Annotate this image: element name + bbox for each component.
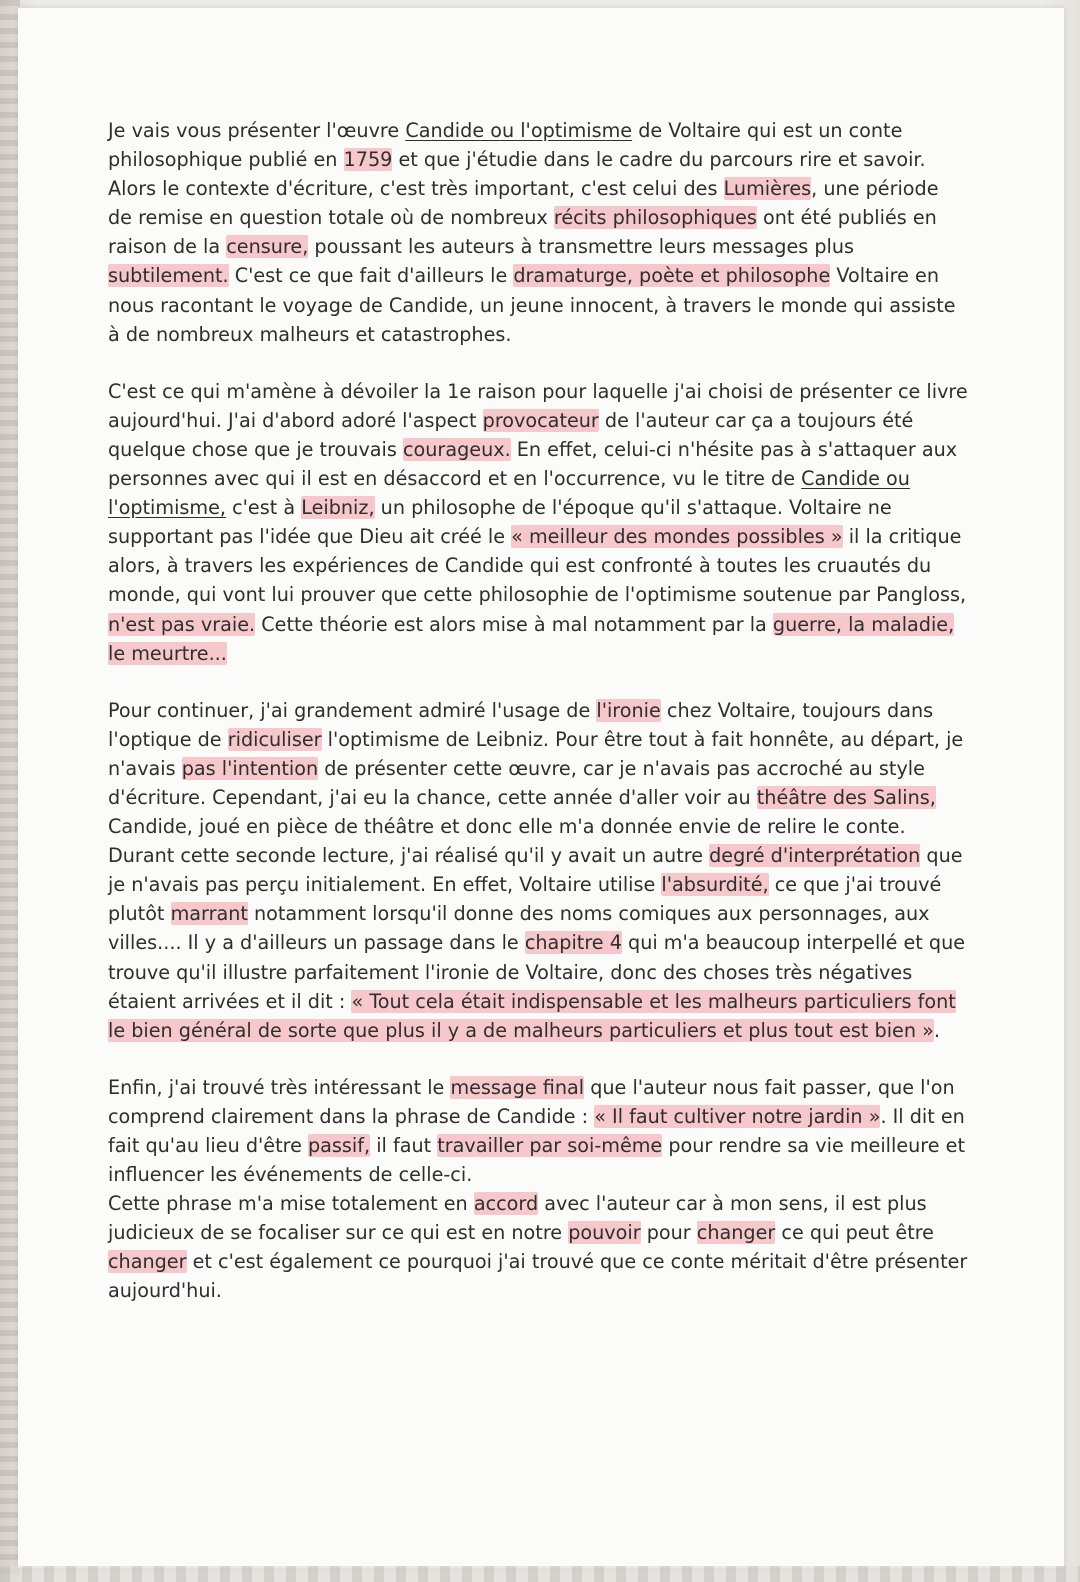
text-segment: C'est ce que fait d'ailleurs le [228, 264, 514, 288]
highlighted-text: travailler par soi-même [437, 1134, 663, 1157]
binder-spine [0, 0, 20, 1582]
text-segment: Cette phrase m'a mise totalement en [108, 1192, 474, 1216]
highlighted-text: guerre, la maladie, le meurtre... [108, 612, 955, 665]
text-segment: Candide, joué en pièce de théâtre et donc elle m'a donnée envie de relire le conte. Durant cette seconde lecture, j'ai réalisé qu'il y avait un autre [108, 815, 906, 868]
text-segment: . [933, 1018, 940, 1042]
text-segment: c'est à [226, 496, 302, 520]
text-segment: chez Voltaire, toujours dans l'optique de [108, 698, 934, 751]
text-segment: il la critique alors, à travers les expériences de Candide qui est confronté à toutes les cruautés du monde, qui vont lui prouver que cette philosophie de l'optimisme soutenue par Pangloss, [108, 525, 967, 607]
text-segment: ont été publiés en raison de la [108, 206, 937, 259]
text-segment: ce que j'ai trouvé plutôt [108, 873, 942, 926]
highlighted-text: marrant [170, 902, 248, 926]
highlighted-text: dramaturge, poète et philosophe [513, 264, 831, 288]
text-segment: et que j'étudie dans le cadre du parcours rire et savoir. Alors le contexte d'écriture, c'est très important, c'est celui des [108, 148, 926, 201]
text-segment: un philosophe de l'époque qu'il s'attaque. Voltaire ne supportant pas l'idée que Dieu ait créé le [108, 496, 892, 549]
highlighted-text: Lumières [723, 177, 812, 201]
document-body [108, 116, 968, 1306]
highlighted-text: récits philosophiques [553, 206, 757, 230]
text-segment: Enfin, j'ai trouvé très intéressant le [108, 1075, 451, 1099]
paragraph-reason-2 [108, 696, 968, 1045]
highlighted-text: passif, [307, 1134, 371, 1157]
text-segment: poussant les auteurs à transmettre leurs messages plus [308, 235, 855, 259]
text-segment: . Il dit en fait qu'au lieu d'être [108, 1104, 965, 1157]
text-segment: de présenter cette œuvre, car je n'avais pas accroché au style d'écriture. Cependant, j'ai eu la chance, cette année d'aller voir au [108, 756, 925, 809]
highlighted-text: l'ironie [596, 698, 661, 722]
highlighted-text: changer [108, 1250, 187, 1274]
highlighted-text: courageux. [402, 437, 511, 461]
text-segment: l'optimisme de Leibniz. Pour être tout à fait honnête, au départ, je n'avais [108, 727, 964, 780]
text-segment: En effet, celui-ci n'hésite pas à s'attaquer aux personnes avec qui il est en désaccord et en l'occurrence, vu le titre de [108, 437, 958, 491]
highlighted-text: chapitre 4 [524, 931, 622, 955]
highlighted-text: changer [696, 1221, 776, 1245]
highlighted-text: « Tout cela était indispensable et les malheurs particuliers font le bien général de sorte que plus il y a de malheurs particuliers et plus tout est bien » [108, 989, 956, 1042]
highlighted-text: pouvoir [568, 1221, 641, 1245]
underlined-title: Candide ou l'optimisme [405, 119, 633, 142]
highlighted-text: l'absurdité, [661, 873, 769, 897]
text-segment: pour rendre sa vie meilleure et influencer les événements de celle-ci. [108, 1134, 965, 1187]
text-segment: il faut [370, 1134, 438, 1157]
highlighted-text: degré d'interprétation [709, 844, 921, 868]
highlighted-text: « meilleur des mondes possibles » [511, 525, 843, 549]
underlined-title: Candide ou l'optimisme, [108, 467, 910, 520]
text-segment: notamment lorsqu'il donne des noms comiques aux personnages, aux villes.... Il y a d'ailleurs un passage dans le [108, 902, 930, 955]
text-segment: qui m'a beaucoup interpellé et que trouve qu'il illustre parfaitement l'ironie de Voltaire, donc des choses très négatives étaient arrivées et il dit : [108, 931, 966, 1013]
highlighted-text: ridiculiser [227, 727, 322, 751]
text-segment: , une période de remise en question totale où de nombreux [108, 177, 939, 230]
highlighted-text: subtilement. [108, 264, 229, 288]
text-segment: avec l'auteur car à mon sens, il est plus judicieux de se focaliser sur ce qui est en notre [108, 1192, 927, 1245]
highlighted-text: accord [473, 1192, 539, 1216]
text-segment: de l'auteur car ça a toujours été quelque chose que je trouvais [108, 408, 914, 461]
paragraph-reason-3 [108, 1073, 968, 1189]
highlighted-text: censure, [226, 235, 309, 259]
text-segment: Je vais vous présenter l'œuvre [108, 119, 406, 142]
highlighted-text: « Il faut cultiver notre jardin » [594, 1104, 881, 1128]
text-segment: que l'auteur nous fait passer, que l'on comprend clairement dans la phrase de Candide : [108, 1075, 955, 1128]
highlighted-text: n'est pas vraie. [108, 612, 256, 636]
highlighted-text: pas l'intention [181, 756, 319, 780]
text-segment: Pour continuer, j'ai grandement admiré l'usage de [108, 698, 597, 722]
highlighted-text: 1759 [343, 148, 393, 172]
highlighted-text: Leibniz, [301, 496, 375, 520]
text-segment: pour [640, 1221, 697, 1245]
text-segment: Voltaire en nous racontant le voyage de Candide, un jeune innocent, à travers le monde qui assiste à de nombreux malheurs et catastrophes. [108, 264, 956, 346]
highlighted-text: message final [450, 1075, 585, 1099]
text-segment: et c'est également ce pourquoi j'ai trouvé que ce conte méritait d'être présenter aujourd'hui. [108, 1250, 968, 1303]
highlighted-text: théâtre des Salins, [756, 785, 936, 809]
paragraph-intro [108, 116, 968, 349]
text-segment: C'est ce qui m'amène à dévoiler la 1e raison pour laquelle j'ai choisi de présenter ce livre aujourd'hui. J'ai d'abord adoré l'aspect [108, 379, 968, 432]
text-segment: ce qui peut être [775, 1221, 934, 1245]
highlighted-text: provocateur [482, 408, 599, 432]
paragraph-conclusion [108, 1189, 968, 1305]
binder-bottom-edge [0, 1566, 1080, 1582]
text-segment: de Voltaire qui est un conte philosophique publié en [108, 119, 903, 172]
text-segment: que je n'avais pas perçu initialement. En effet, Voltaire utilise [108, 844, 963, 897]
text-segment: Cette théorie est alors mise à mal notamment par la [255, 612, 773, 636]
paragraph-reason-1 [108, 377, 968, 668]
